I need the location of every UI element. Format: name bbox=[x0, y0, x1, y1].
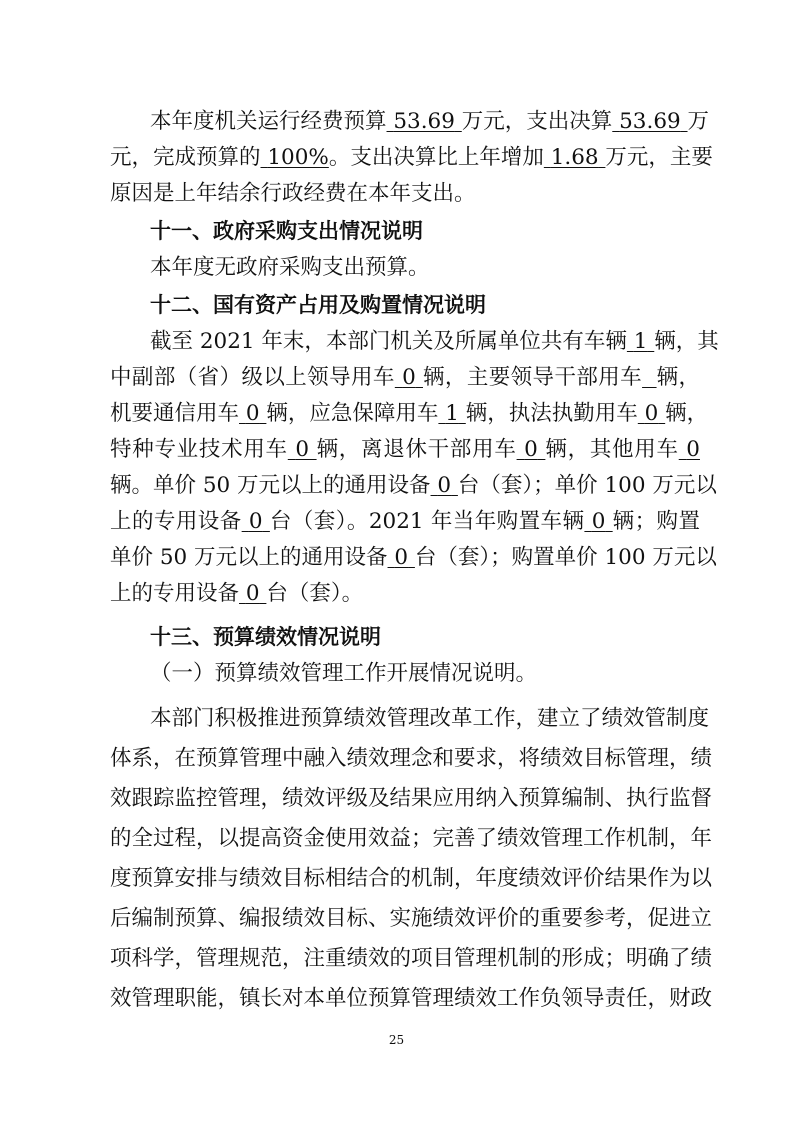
text-line: 效跟踪监控管理，绩效评级及结果应用纳入预算编制、执行监督 bbox=[110, 786, 713, 811]
text-line: 体系，在预算管理中融入绩效理念和要求，将绩效目标管理，绩 bbox=[110, 746, 713, 771]
text-line: 效管理职能，镇长对本单位预算管理绩效工作负领导责任，财政 bbox=[110, 986, 713, 1011]
text-line: 辆。单价 50 万元以上的通用设备 0 台（套）；单价 100 万元以 bbox=[110, 473, 717, 498]
subsection-heading: （一）预算绩效管理工作开展情况说明。 bbox=[150, 661, 538, 686]
text-line: 度预算安排与绩效目标相结合的机制，年度绩效评价结果作为以 bbox=[110, 866, 713, 891]
section-heading: 十二、国有资产占用及购置情况说明 bbox=[150, 293, 486, 317]
filled-value: 53.69 bbox=[619, 109, 681, 134]
filled-value: 1.68 bbox=[550, 145, 599, 170]
text-line: 后编制预算、编报绩效目标、实施绩效评价的重要参考，促进立 bbox=[110, 906, 713, 931]
section-heading: 十一、政府采购支出情况说明 bbox=[150, 219, 423, 243]
filled-value: 53.69 bbox=[393, 109, 455, 134]
text-line: 上的专用设备 0 台（套）。 bbox=[110, 581, 364, 606]
text-line: 项科学，管理规范，注重绩效的项目管理机制的形成；明确了绩 bbox=[110, 946, 713, 971]
text-line bbox=[150, 105, 710, 139]
text-line: 原因是上年结余行政经费在本年支出。 bbox=[110, 181, 476, 206]
text-line: 本年度无政府采购支出预算。 bbox=[150, 255, 430, 280]
filled-value: 100% bbox=[267, 145, 329, 170]
text-run: 万元，支出决算 bbox=[461, 109, 613, 134]
section-heading: 十三、预算绩效情况说明 bbox=[150, 625, 381, 649]
text-run: 元，完成预算的 bbox=[110, 145, 261, 170]
text-run: 。支出决算比上年增加 bbox=[328, 145, 544, 170]
text-line: 特种专业技术用车 0 辆，离退休干部用车 0 辆，其他用车 0 bbox=[110, 437, 700, 462]
page-number: 25 bbox=[388, 1033, 405, 1047]
text-line: 单价 50 万元以上的通用设备 0 台（套）；购置单价 100 万元以 bbox=[110, 545, 717, 570]
text-line: 的全过程，以提高资金使用效益；完善了绩效管理工作机制，年 bbox=[110, 826, 713, 851]
text-line: 截至 2021 年末，本部门机关及所属单位共有车辆 1 辆，其 bbox=[150, 329, 719, 354]
text-run: 本年度机关运行经费预算 bbox=[150, 109, 387, 134]
text-line: 中副部（省）级以上领导用车 0 辆，主要领导干部用车 辆， bbox=[110, 365, 700, 390]
text-run: 万元，主要 bbox=[605, 145, 713, 170]
text-line: 本部门积极推进预算绩效管理改革工作，建立了绩效管制度 bbox=[150, 706, 710, 731]
text-line: 机要通信用车 0 辆，应急保障用车 1 辆，执法执勤用车 0 辆， bbox=[110, 401, 709, 426]
text-run: 万 bbox=[687, 109, 710, 134]
text-line: 上的专用设备 0 台（套）。2021 年当年购置车辆 0 辆；购置 bbox=[110, 509, 700, 534]
text-line bbox=[110, 141, 713, 175]
